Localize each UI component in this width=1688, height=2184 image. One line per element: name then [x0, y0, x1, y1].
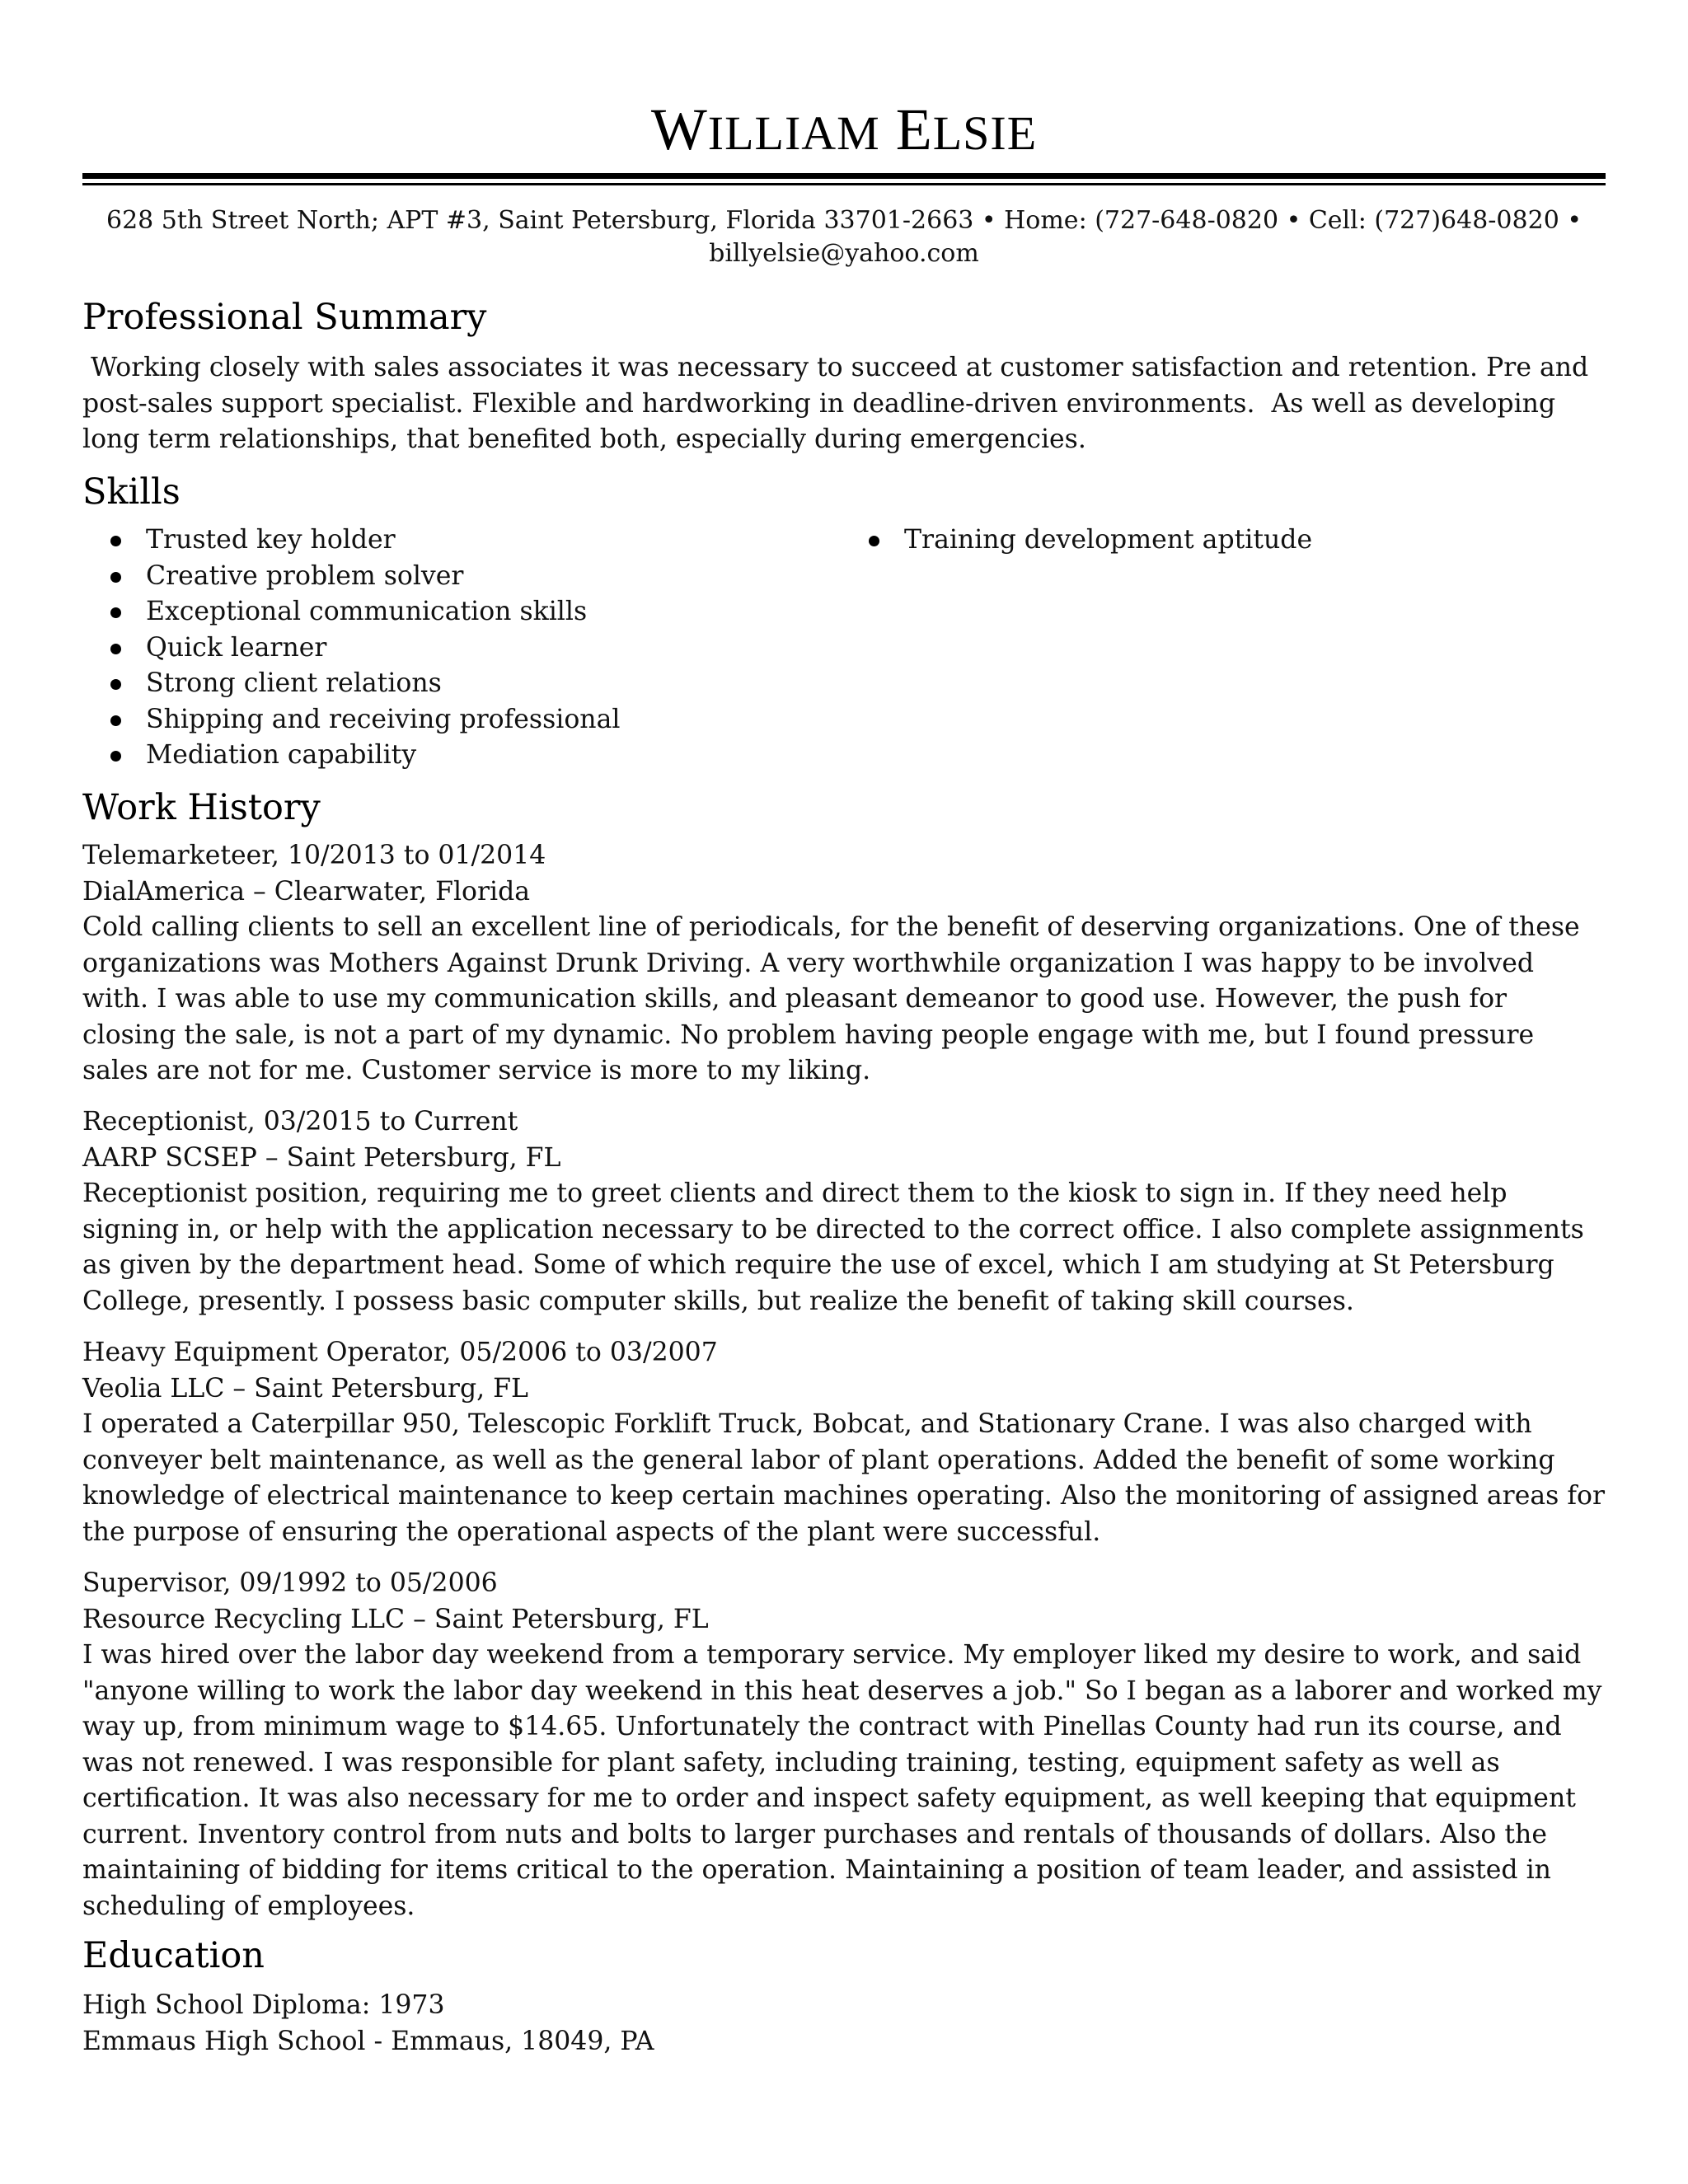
job-employer: AARP SCSEP – Saint Petersburg, FL [82, 1142, 561, 1173]
bullet-icon [110, 679, 121, 690]
job-description: I was hired over the labor day weekend from a temporary service. My employer liked my desire to work, and said "anyone willing to work the labor day weekend in this heat deserves a job." So I began as a laborer and worked my way up, from minimum wage to $14.65. Unfortunately the contract with Pinellas County had run its course, and was not renewed. I was responsible for plant safety, including training, testing, equipment safety as well as certification. It was also necessary for me to order and inspect safety equipment, as well keeping that equipment current. Inventory control from nuts and bolts to larger purchases and rentals of thousands of dollars. Also the maintaining of bidding for items critical to the operation. Maintaining a position of team leader, and assisted in scheduling of employees. [82, 1640, 1602, 1921]
contact-info [82, 204, 1606, 270]
job-title-dates: Supervisor, 09/1992 to 05/2006 [82, 1568, 498, 1598]
job-employer: DialAmerica – Clearwater, Florida [82, 876, 531, 907]
bullet-icon [869, 536, 879, 546]
bullet-icon [110, 536, 121, 546]
skill-item: Mediation capability [82, 738, 824, 774]
education-entry [82, 1988, 1606, 2060]
job-description: I operated a Caterpillar 950, Telescopic Forklift Truck, Bobcat, and Stationary Crane. I was also charged with conveyer belt maintenance, as well as the general labor of plant operations. Added the benefit of some working knowledge of electrical maintenance to keep certain machines operating. Also the monitoring of assigned areas for the purpose of ensuring the operational aspects of the plant were successful. [82, 1409, 1606, 1547]
job-title-dates: Receptionist, 03/2015 to Current [82, 1107, 518, 1137]
skills-list-right [841, 523, 1582, 559]
skill-item: Exceptional communication skills [82, 594, 824, 630]
section-title-education: Education [82, 1935, 265, 1976]
section-title-summary: Professional Summary [82, 297, 487, 338]
education-school: Emmaus High School - Emmaus, 18049, PA [82, 2026, 654, 2056]
job-entry [82, 1566, 1606, 1924]
summary-text: Working closely with sales associates it was necessary to succeed at customer satisfaction and retention. Pre and post-sales support specialist. Flexible and hardworking in deadline-driven environments. As well as developing long term relationships, that benefited both, especially during emergencies. [82, 353, 1597, 454]
header-rule-thick [82, 173, 1606, 179]
candidate-name: WILLIAM ELSIE [650, 96, 1038, 162]
education-degree: High School Diploma: 1973 [82, 1990, 445, 2020]
header-rule-thin [82, 183, 1606, 185]
skill-item: Training development aptitude [841, 523, 1582, 559]
bullet-icon [110, 751, 121, 762]
skill-item: Strong client relations [82, 666, 824, 702]
job-employer: Veolia LLC – Saint Petersburg, FL [82, 1373, 528, 1404]
contact-line-email: billyelsie@yahoo.com [709, 239, 979, 268]
job-entry [82, 1104, 1606, 1319]
bullet-icon [110, 715, 121, 726]
bullet-icon [110, 607, 121, 618]
bullet-icon [110, 572, 121, 583]
skill-item: Shipping and receiving professional [82, 702, 824, 738]
section-title-skills: Skills [82, 471, 181, 513]
contact-line-address-phones: 628 5th Street North; APT #3, Saint Petersburg, Florida 33701-2663 • Home: (727-648-0820 • Cell: (727)648-0820 • [106, 206, 1582, 235]
job-entry [82, 838, 1606, 1090]
job-description: Cold calling clients to sell an excellent line of periodicals, for the benefit of deserving organizations. One of these organizations was Mothers Against Drunk Driving. A very worthwhile organization I was happy to be involved with. I was able to use my communication skills, and pleasant demeanor to good use. However, the push for closing the sale, is not a part of my dynamic. No problem having people engage with me, but I found pressure sales are not for me. Customer service is more to my liking. [82, 912, 1580, 1085]
skill-item: Creative problem solver [82, 559, 824, 595]
job-entry [82, 1335, 1606, 1550]
bullet-icon [110, 644, 121, 654]
skills-list-left [82, 523, 824, 774]
job-employer: Resource Recycling LLC – Saint Petersburg, FL [82, 1604, 709, 1634]
skill-item: Trusted key holder [82, 523, 824, 559]
job-description: Receptionist position, requiring me to greet clients and direct them to the kiosk to sign in. If they need help signing in, or help with the application necessary to be directed to the correct office. I also complete assignments as given by the department head. Some of which require the use of excel, which I am studying at St Petersburg College, presently. I possess basic computer skills, but realize the benefit of taking skill courses. [82, 1179, 1584, 1316]
job-title-dates: Heavy Equipment Operator, 05/2006 to 03/2007 [82, 1338, 718, 1367]
job-title-dates: Telemarketeer, 10/2013 to 01/2014 [82, 841, 546, 870]
section-title-work-history: Work History [82, 787, 321, 828]
skill-item: Quick learner [82, 630, 824, 667]
